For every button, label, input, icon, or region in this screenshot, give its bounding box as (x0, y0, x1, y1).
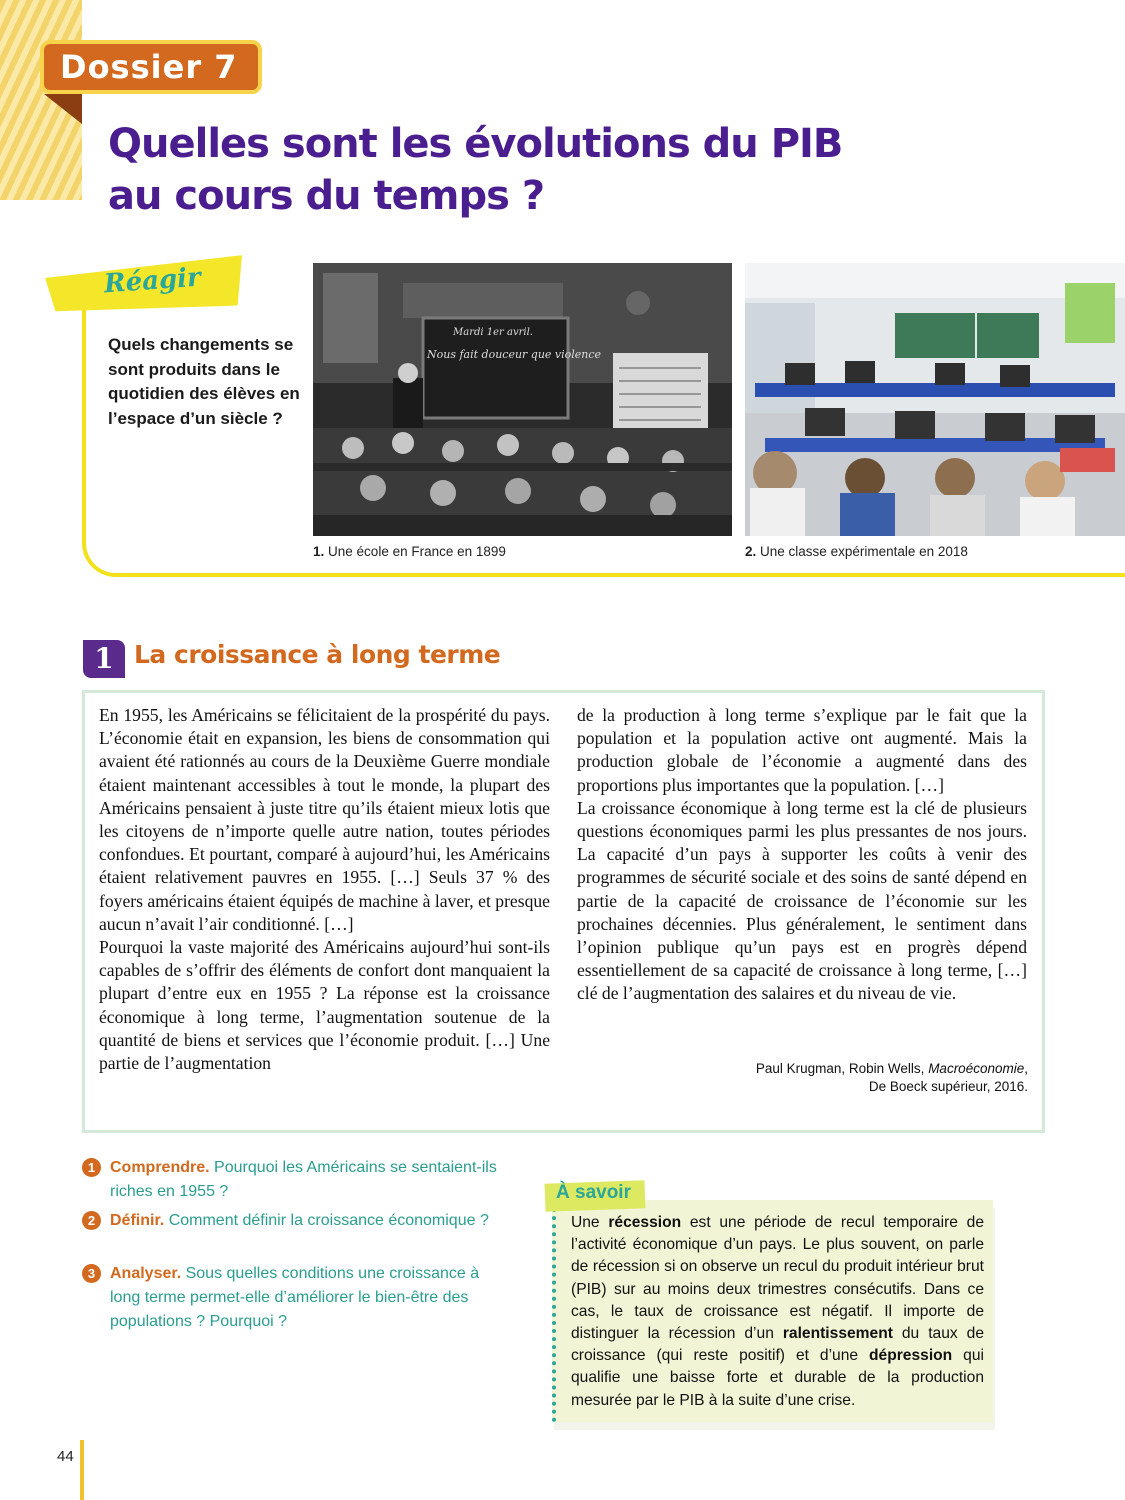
source-publisher: De Boeck supérieur, 2016. (868, 1079, 1028, 1094)
question-verb: Définir. (110, 1212, 165, 1229)
board-text: Nous fait douceur que violence (427, 348, 602, 361)
a-savoir-text-part: est une période de recul temporaire de l’activité économique d’un pays. Le plus souvent, on parle de récession si on observe un recul du produit intérieur brut (PIB) sur au moins deux trimestres consécutifs. Dans ce cas, le taux de croissance est négatif. Il importe de distinguer la récession d’un (571, 1214, 984, 1343)
source-title: Macroéconomie (928, 1061, 1025, 1076)
keyword-ralentissement: ralentissement (782, 1325, 893, 1343)
caption-photo-1-text: Une école en France en 1899 (328, 544, 506, 559)
keyword-recession: récession (608, 1214, 682, 1231)
caption-photo-1 (313, 544, 506, 559)
caption-photo-2-number: 2. (745, 544, 757, 559)
board-date: Mardi 1er avril. (453, 327, 533, 338)
doc-paragraph: En 1955, les Américains se félicitaient de la prospérité du pays. L’économie était en expansion, les biens de consommation qui avaient été rationnés au cours de la Deuxième Guerre mondiale étaient maintenant accessibles à tout le monde, la plupart des Américains pensaient à juste titre qu’ils étaient mieux lotis que les citoyens de n’importe quelle autre nation, toutes périodes confondues. Et pourtant, comparé à aujourd’hui, les Américains étaient relativement pauvres en 1955. […] Seuls 37 % des foyers américains étaient équipés de machine à laver, et presque aucun n’avait l’air conditionné. […] (99, 705, 550, 934)
doc-paragraph: Pourquoi la vaste majorité des Américains aujourd’hui sont-ils capables de s’offrir des éléments de confort dont manquaient la plupart d’entre eux en 1955 ? La réponse est la croissance économique à long terme, l’augmentation soutenue de la quantité de biens et services que l’économie produit. […] Une partie de l’augmentation (99, 937, 550, 1074)
question-text: Sous quelles conditions une croissance à long terme permet-elle d’améliorer le bien-être des populations ? Pourquoi ? (110, 1265, 480, 1330)
photo-school-1899-illustration (313, 263, 732, 536)
a-savoir-text-part: qui qualifie une baisse forte et durable de la production mesurée par le PIB à la suite d’une crise. (571, 1347, 984, 1409)
page-number: 44 (57, 1448, 74, 1465)
a-savoir-text-part: Une (571, 1214, 609, 1231)
question-verb: Analyser. (110, 1265, 182, 1282)
section-number: 1 (83, 640, 125, 678)
document-column-left (99, 704, 550, 1075)
page-bar (80, 1440, 84, 1500)
question-number: 3 (82, 1264, 101, 1283)
caption-photo-2-text: Une classe expérimentale en 2018 (760, 544, 968, 559)
reagir-question: Quels changements se sont produits dans le quotidien des élèves en l’espace d’un siècle ? (108, 335, 300, 428)
question-3 (82, 1262, 502, 1334)
question-1 (82, 1156, 502, 1204)
question-text: Pourquoi les Américains se sentaient-ils riches en 1955 ? (110, 1159, 497, 1200)
question-text: Comment définir la croissance économique ? (168, 1212, 489, 1229)
photo-class-2018-illustration (745, 263, 1125, 536)
photo-school-1899 (313, 263, 732, 536)
title-line1: Quelles sont les évolutions du PIB (108, 121, 843, 167)
document-source: Paul Krugman, Robin Wells, Macroéconomie, De Boeck supérieur, 2016. (755, 1061, 1028, 1094)
tab-fold (44, 94, 82, 124)
title-line2: au cours du temps ? (108, 173, 545, 219)
a-savoir-text-part: du taux de croissance (qui reste positif) et d’une (571, 1325, 984, 1365)
dossier-label: Dossier 7 (60, 48, 238, 86)
caption-photo-1-number: 1. (313, 544, 325, 559)
keyword-depression: dépression (869, 1347, 953, 1365)
doc-paragraph: La croissance économique à long terme est la clé de plusieurs questions économiques parmi les plus pressantes de nos jours. La capacité d’un pays à supporter les coûts à venir des programmes de sécurité sociale et des soins de santé dépend en partie de la capacité de croissance de l’économie sur les prochaines décennies. Plus généralement, le sentiment dans l’opinion publique qu’un pays est en progrès dépend essentiellement de sa capacité de croissance à long terme, […] clé de l’augmentation des salaires et du niveau de vie. (577, 797, 1027, 1004)
caption-photo-2 (745, 544, 968, 559)
a-savoir-label: À savoir (556, 1182, 631, 1203)
document-column-right (577, 704, 1027, 1006)
dossier-tab (40, 40, 262, 94)
section-title: La croissance à long terme (134, 640, 501, 669)
reagir-label: Réagir (103, 262, 202, 300)
question-2 (82, 1209, 502, 1233)
question-number: 1 (82, 1158, 101, 1177)
question-number: 2 (82, 1211, 101, 1230)
question-verb: Comprendre. (110, 1159, 210, 1176)
doc-paragraph: de la production à long terme s’explique par le fait que la population et la population active ont augmenté. Mais la production globale de l’économie a augmenté dans des proportions plus importantes que la population. […] (577, 705, 1027, 795)
photo-class-2018 (745, 263, 1125, 536)
source-authors: Paul Krugman, Robin Wells, (755, 1061, 925, 1076)
page-title (108, 118, 842, 222)
a-savoir-text (571, 1212, 984, 1412)
